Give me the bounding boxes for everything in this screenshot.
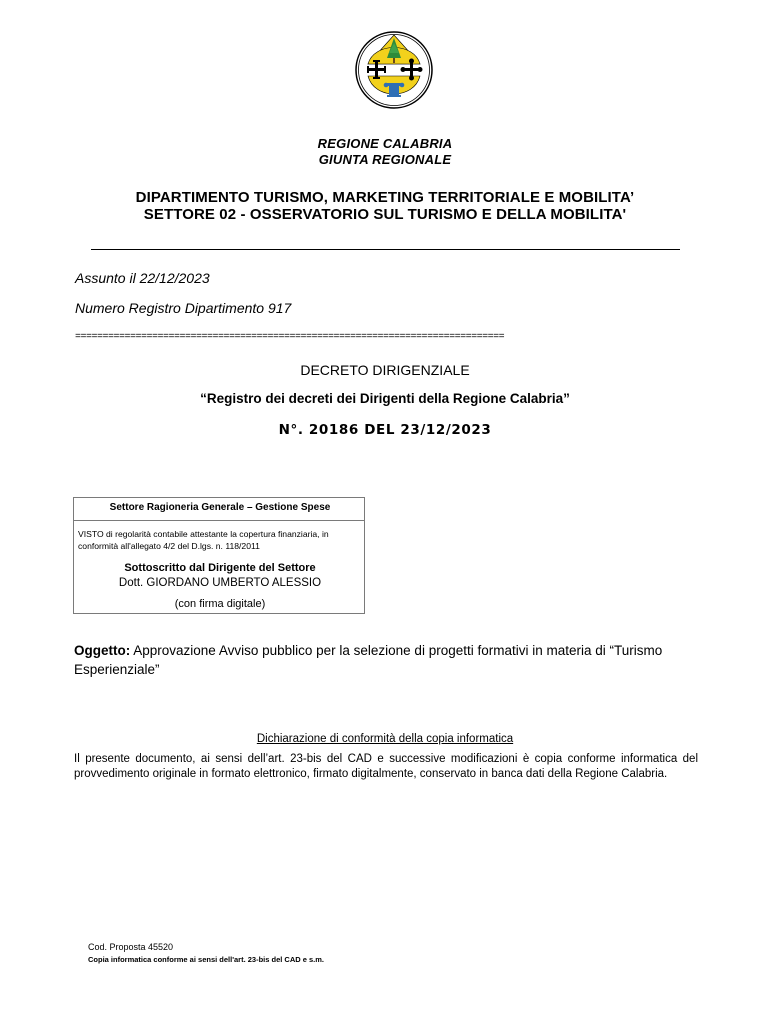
ragioneria-digital-signature: (con firma digitale) [174, 598, 266, 610]
ragioneria-title: Settore Ragioneria Generale – Gestione Spese [109, 502, 331, 513]
oggetto-label: Oggetto: [74, 643, 131, 658]
region-name: REGIONE CALABRIA [317, 136, 453, 151]
decree-type: DECRETO DIRIGENZIALE [300, 362, 470, 378]
separator-line: ============================================================================== [75, 332, 505, 343]
ragioneria-signer-name: Dott. GIORDANO UMBERTO ALESSIO [118, 577, 322, 589]
decree-registry: “Registro dei decreti dei Dirigenti della Regione Calabria” [200, 391, 570, 406]
giunta-name: GIUNTA REGIONALE [318, 152, 452, 167]
dichiarazione-title: Dichiarazione di conformità della copia informatica [256, 733, 514, 745]
ragioneria-divider [74, 520, 364, 521]
ragioneria-visto: VISTO di regolarità contabile attestante la copertura finanziaria, in conformità all'allegato 4/2 del D.lgs. n. 118/2011 [78, 529, 329, 551]
department-title: DIPARTIMENTO TURISMO, MARKETING TERRITORIALE E MOBILITA’ [135, 189, 635, 206]
oggetto-paragraph [74, 641, 704, 679]
registro-number: Numero Registro Dipartimento 917 [75, 300, 292, 316]
copia-conforme-note: Copia informatica conforme ai sensi dell'art. 23-bis del CAD e s.m. [88, 955, 325, 964]
assunto-date: Assunto il 22/12/2023 [75, 270, 210, 286]
cod-proposta: Cod. Proposta 45520 [88, 942, 174, 952]
dichiarazione-body: Il presente documento, ai sensi dell’art. 23-bis del CAD e successive modificazioni è copia conforme informatica del provvedimento originale in formato elettronico, firmato digitalmente, conservato in banca dati della Regione Calabria. [74, 753, 698, 780]
oggetto-text: Approvazione Avviso pubblico per la selezione di progetti formativi in materia di “Turismo Esperienziale” [74, 643, 663, 677]
header-divider [91, 249, 680, 250]
sector-title: SETTORE 02 - OSSERVATORIO SUL TURISMO E DELLA MOBILITA' [143, 206, 627, 223]
ragioneria-signed-by: Sottoscritto dal Dirigente del Settore [124, 562, 316, 574]
decree-number: N°. 20186 DEL 23/12/2023 [278, 422, 492, 438]
regione-calabria-logo [354, 28, 434, 112]
ragioneria-box [73, 497, 365, 614]
